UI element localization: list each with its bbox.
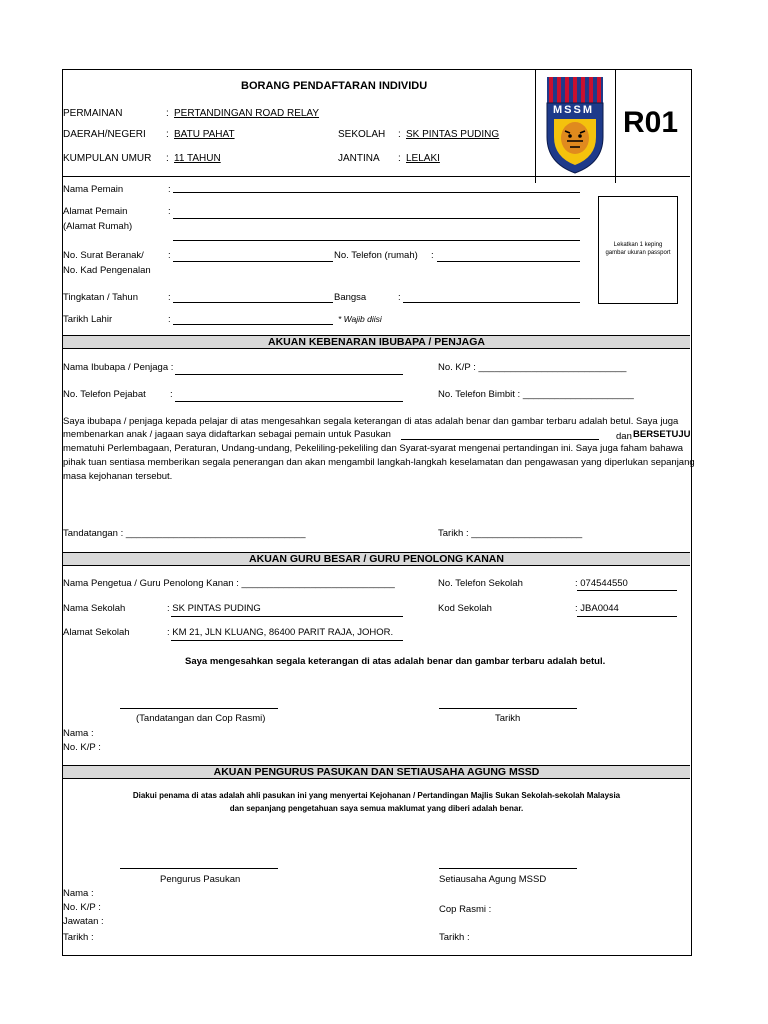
telefon-sekolah-line	[577, 590, 677, 591]
parent-para-4: pihak tuan sentiasa memberikan segala penerangan dan akan mengambil langkah-langkah keselamatan dan pengawasan yang diperlukan sepanjang	[63, 457, 695, 468]
secretary-tarikh: Tarikh :	[439, 932, 470, 943]
headmaster-sign-label: (Tandatangan dan Cop Rasmi)	[136, 713, 266, 724]
registration-form: BORANG PENDAFTARAN INDIVIDU R01 MSSM PERMAINAN : PERTANDINGAN ROAD RELAY DAERAH/NEGERI : BATU PAHAT SEKOLAH : SK PINTAS PUDING KUMPULAN UMUR : 11 TAHUN JANTINA : LELAKI Nama Pemain : Alamat Pemain : (Alamat Rumah) No. Surat Beranak/ : No. Telefon (rumah) : No. Kad Pengenalan Tingkatan / Tahun : Bangsa : Tarikh Lahir : * Wajib diisi Lekatkan 1 keping gambar ukuran passport AKUAN KEBENARAN IBUBAPA / PENJAGA Nama Ibubapa / Penjaga : No. K/P : ____________________________ No. Telefon Pejabat : No. Telefon Bimbit : _____________________ Saya ibubapa / penjaga kepada pelajar di atas mengesahkan segala keterangan di atas adalah benar dan gambar terbaru adalah betul. Saya juga membenarkan anak / jagaan saya didaftarkan sebagai pemain untuk Pasukan dan BERSETUJU mematuhi Perlembagaan, Peraturan, Undang-undang, Pekeliling-pekeliling dan Syarat-syarat mengenai pertandingan ini. Saya juga faham bahawa pihak tuan sentiasa memberikan segala penerangan dan akan mengambil langkah-langkah keselamatan dan pengawasan yang diperlukan sepanjang masa kejohanan tersebut. Tandatangan : __________________________________ Tarikh : _____________________ AKUAN GURU BESAR / GURU PENOLONG KANAN Nama Pengetua / Guru Penolong Kanan : _____________________________ No. Telefon Sekolah : 074544550 Nama Sekolah : SK PINTAS PUDING Kod Sekolah : JBA0044 Alamat Sekolah : KM 21, JLN KLUANG, 86400 PARIT RAJA, JOHOR. Saya mengesahkan segala keterangan di atas adalah benar dan gambar terbaru adalah betul. (Tandatangan dan Cop Rasmi) Tarikh Nama : No. K/P : AKUAN PENGURUS PASUKAN DAN SETIAUSAHA AGUNG MSSD Diakui penama di atas adalah ahli pasukan ini yang menyertai Kejohanan / Pertandingan Majlis Sukan Sekolah-sekolah Malaysia dan sepanjang pengetahuan saya semua maklumat yang diberi adalah benar. Pengurus Pasukan Setiausaha Agung MSSD Nama : No. K/P : Jawatan : Tarikh : Cop Rasmi : Tarikh :	[62, 69, 692, 956]
parent-date: Tarikh : _____________________	[438, 528, 583, 539]
nama-sekolah-label: Nama Sekolah	[63, 603, 126, 614]
nama-sekolah-line	[171, 616, 403, 617]
alamat-sekolah-line	[171, 640, 403, 641]
photo-box	[598, 196, 678, 304]
jantina-label: JANTINA	[338, 153, 380, 164]
pasukan-line[interactable]	[401, 439, 599, 440]
nama-pengetua-label: Nama Pengetua / Guru Penolong Kanan : _____________________________	[63, 578, 395, 589]
manager-confirm-1: Diakui penama di atas adalah ahli pasukan ini yang menyertai Kejohanan / Pertandingan Majlis Sukan Sekolah-sekolah Malaysia	[132, 791, 621, 800]
telefon-sekolah-value: : 074544550	[575, 578, 628, 589]
alamat-rumah-sub: (Alamat Rumah)	[63, 221, 133, 232]
parent-section-bar: AKUAN KEBENARAN IBUBAPA / PENJAGA	[63, 335, 690, 349]
headmaster-sign-line[interactable]	[120, 708, 278, 709]
logo-text: MSSM	[553, 104, 594, 116]
nama-pemain-line[interactable]	[173, 192, 580, 193]
nama-pemain-label: Nama Pemain	[63, 184, 124, 195]
alamat-pemain-label: Alamat Pemain	[63, 206, 128, 217]
tingkatan-line[interactable]	[173, 302, 333, 303]
headmaster-nama: Nama :	[63, 728, 94, 739]
permainan-label: PERMAINAN	[63, 108, 123, 119]
parent-para-5: masa kejohanan tersebut.	[63, 471, 173, 482]
telefon-rumah-label: No. Telefon (rumah)	[334, 250, 418, 261]
manager-jawatan: Jawatan :	[63, 916, 104, 927]
manager-kp: No. K/P :	[63, 902, 101, 913]
kad-pengenalan-label: No. Kad Pengenalan	[63, 265, 151, 276]
telefon-pejabat-line[interactable]	[175, 401, 403, 402]
kod-sekolah-value: : JBA0044	[575, 603, 619, 614]
tarikh-lahir-line[interactable]	[173, 324, 333, 325]
kumpulan-umur-label: KUMPULAN UMUR	[63, 153, 152, 164]
headmaster-section-bar: AKUAN GURU BESAR / GURU PENOLONG KANAN	[63, 552, 690, 566]
kp-parent-label: No. K/P : ____________________________	[438, 362, 627, 373]
bersetuju-text: BERSETUJU	[633, 429, 691, 440]
manager-label: Pengurus Pasukan	[160, 874, 241, 885]
parent-para-3: mematuhi Perlembagaan, Peraturan, Undang-undang, Pekeliling-pekeliling dan Syarat-syarat mengenai pertandingan ini. Saya juga faham bahawa	[63, 443, 684, 454]
form-title: BORANG PENDAFTARAN INDIVIDU	[241, 80, 428, 92]
nama-sekolah-value: : SK PINTAS PUDING	[167, 603, 261, 614]
headmaster-date-label: Tarikh	[495, 713, 521, 724]
secretary-label: Setiausaha Agung MSSD	[439, 874, 547, 885]
surat-beranak-label: No. Surat Beranak/	[63, 250, 144, 261]
alamat-sekolah-value: : KM 21, JLN KLUANG, 86400 PARIT RAJA, JOHOR.	[167, 627, 394, 638]
daerah-value: BATU PAHAT	[174, 129, 235, 140]
alamat-line-2[interactable]	[173, 240, 580, 241]
manager-section-bar: AKUAN PENGURUS PASUKAN DAN SETIAUSAHA AGUNG MSSD	[63, 765, 690, 779]
parent-para-2: membenarkan anak / jagaan saya didaftarkan sebagai pemain untuk Pasukan	[63, 429, 391, 440]
tarikh-lahir-label: Tarikh Lahir	[63, 314, 113, 325]
telefon-bimbit-label: No. Telefon Bimbit : _____________________	[438, 389, 634, 400]
form-code: R01	[623, 106, 679, 139]
mssm-logo	[540, 75, 610, 177]
photo-line-2: gambar ukuran passport	[605, 250, 671, 256]
telefon-rumah-line[interactable]	[437, 261, 580, 262]
cop-rasmi: Cop Rasmi :	[439, 904, 492, 915]
bangsa-line[interactable]	[403, 302, 580, 303]
daerah-label: DAERAH/NEGERI	[63, 129, 146, 140]
parent-signature: Tandatangan : __________________________________	[63, 528, 306, 539]
tingkatan-label: Tingkatan / Tahun	[63, 292, 138, 303]
ic-line[interactable]	[173, 261, 333, 262]
kod-sekolah-line	[577, 616, 677, 617]
headmaster-date-line[interactable]	[439, 708, 577, 709]
photo-line-1: Lekatkan 1 keping	[613, 242, 663, 248]
wajib-diisi-note: * Wajib diisi	[338, 314, 382, 324]
sekolah-value: SK PINTAS PUDING	[406, 129, 500, 140]
header-divider-2	[615, 70, 616, 183]
nama-ibubapa-line[interactable]	[175, 374, 403, 375]
nama-ibubapa-label: Nama Ibubapa / Penjaga :	[63, 362, 174, 373]
telefon-pejabat-label: No. Telefon Pejabat	[63, 389, 146, 400]
manager-tarikh: Tarikh :	[63, 932, 94, 943]
headmaster-confirm: Saya mengesahkan segala keterangan di atas adalah benar dan gambar terbaru adalah betul.	[185, 656, 606, 667]
parent-para-2b: dan	[616, 431, 632, 442]
secretary-sign-line[interactable]	[439, 868, 577, 869]
sekolah-label: SEKOLAH	[338, 129, 386, 140]
header-divider-1	[535, 70, 536, 183]
parent-para-1: Saya ibubapa / penjaga kepada pelajar di atas mengesahkan segala keterangan di atas adalah benar dan gambar terbaru adalah betul. Saya juga	[63, 416, 679, 427]
permainan-value: PERTANDINGAN ROAD RELAY	[174, 108, 320, 119]
telefon-sekolah-label: No. Telefon Sekolah	[438, 578, 523, 589]
header-bottom-rule	[63, 176, 690, 177]
manager-sign-line[interactable]	[120, 868, 278, 869]
jantina-value: LELAKI	[406, 153, 440, 164]
kod-sekolah-label: Kod Sekolah	[438, 603, 492, 614]
manager-nama: Nama :	[63, 888, 94, 899]
kumpulan-umur-value: 11 TAHUN	[174, 153, 221, 164]
headmaster-kp: No. K/P :	[63, 742, 101, 753]
alamat-sekolah-label: Alamat Sekolah	[63, 627, 130, 638]
alamat-line-1[interactable]	[173, 218, 580, 219]
manager-confirm-2: dan sepanjang pengetahuan saya semua maklumat yang diberi adalah benar.	[229, 804, 524, 813]
bangsa-label: Bangsa	[334, 292, 367, 303]
